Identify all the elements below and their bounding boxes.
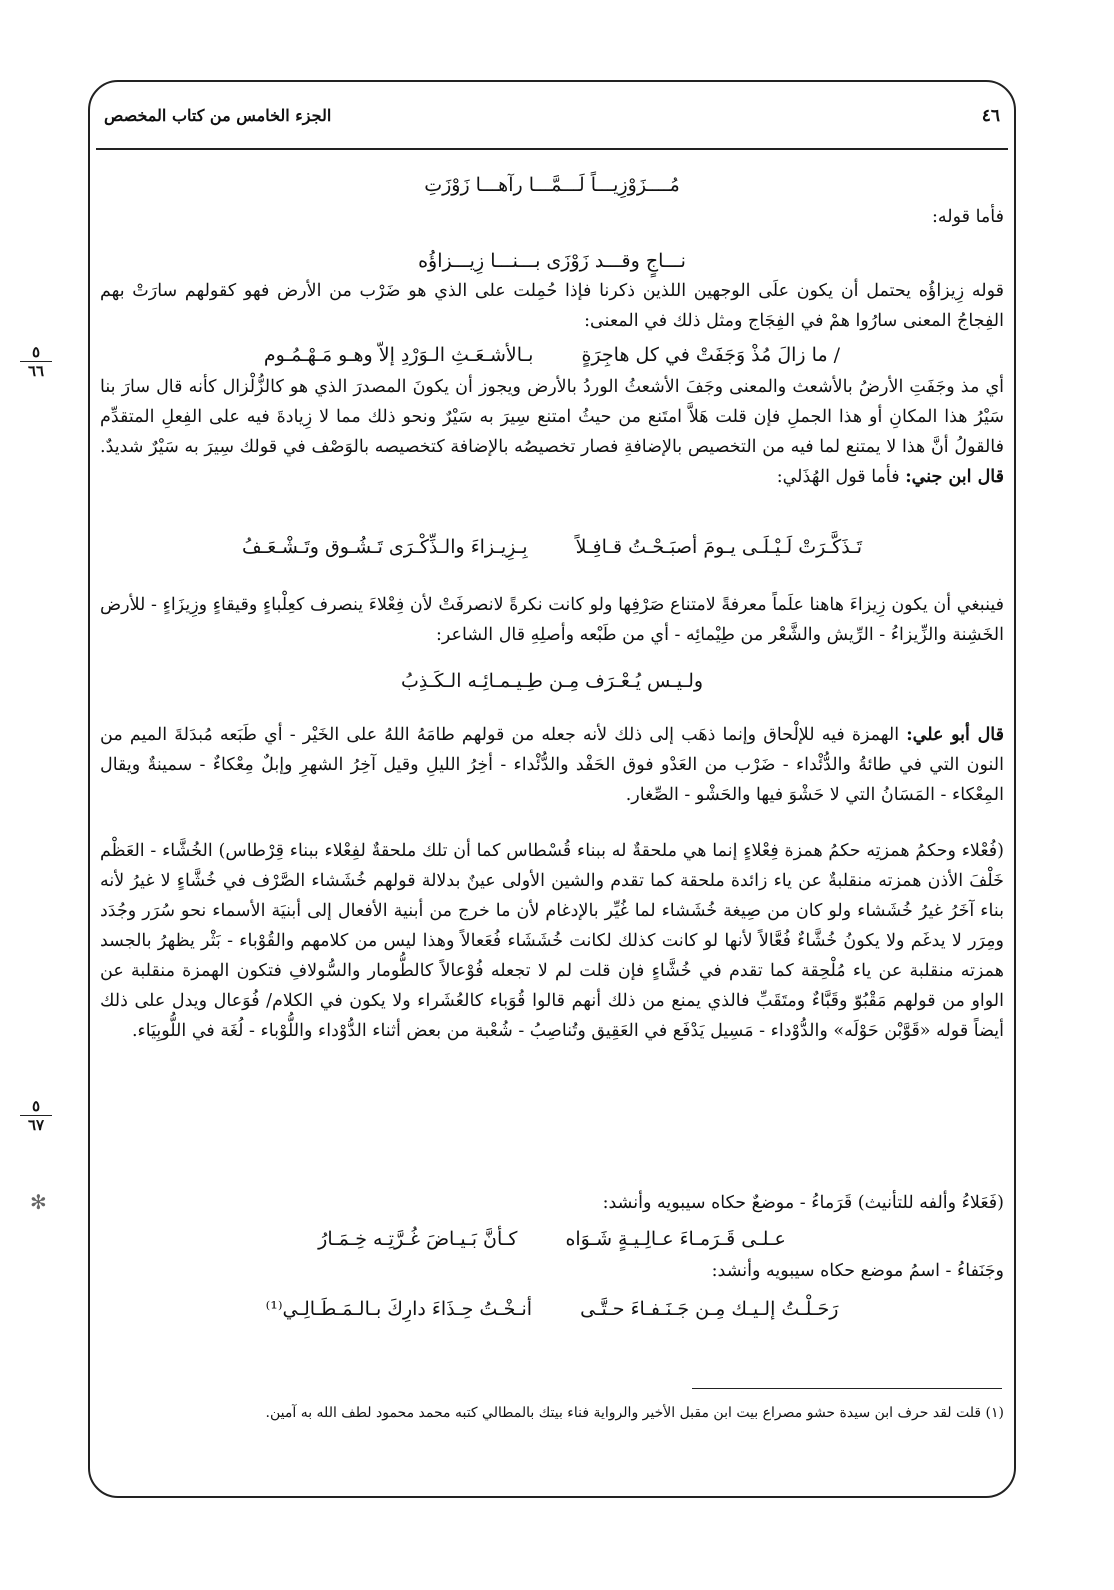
verse-4-hemistich-2: بِـزِيـزاءَ والـذِّكْـرَى تَـشُـوق وتَـشْـعَـفُ bbox=[241, 536, 528, 558]
verse-7-hemistich-2: أنـخْـتُ حِـذَاءَ دارِكَ بـالـمَـطَـالِـي⁽¹⁾ bbox=[265, 1298, 533, 1320]
verse-4-hemistich-1: تَـذَكَّـرَتْ لَـيْـلَـى يـومَ أصبَـحْـتُ قـافِـلاً bbox=[575, 536, 863, 558]
verse-6-hemistich-1: عـلـى قَـرَمـاءَ عـالِـيـةٍ شَـوَاه bbox=[565, 1228, 786, 1250]
paragraph-7: (فَعَلاءُ وألفه للتأنيث) قَرَماءُ - موضعٌ حكاه سيبويه وأنشد: bbox=[602, 1193, 1004, 1213]
footnote-rule bbox=[692, 1388, 1002, 1389]
header-rule bbox=[96, 148, 1008, 150]
verse-6 bbox=[100, 1224, 1004, 1254]
verse-3-hemistich-2: بـالأشـعَـثِ الـوَرْدِ إلاّ وهـو مَـهْـمُـوم bbox=[263, 344, 534, 366]
footnote-text: قلت لقد حرف ابن سيدة حشو مصراع بيت ابن مقبل الأخير والرواية فناء بيتك بالمطالي كتبه محمد محمود لطف الله به آمين. bbox=[265, 1405, 982, 1421]
margin-ref-66-top: ٥ bbox=[31, 343, 41, 361]
paragraph-6: (فُعْلاء وحكمُ همزتِه حكمُ همزة فِعْلاءٍ إنما هي ملحقةٌ له ببناء قُسْطاس كما أن تلك ملحقةٌ لفِعْلاء ببناء قِرْطاس) الخُشَّاء - العَظْم خَلْفَ الأذن همزته منقلبةٌ عن ياء زائدة ملحقة كما تقدم والشين الأولى عينٌ بدلالة قولهم خُشَشاء الصَّرْف في خُشَّاءٍ لا غيرُ لأنه بناء آخَرُ غيرُ خُشَشاء ولو كان من صِيغة خُشَشاء لما غُيِّر بالإدغام لأن ما خرج من أبنية الأفعال إلى أبنيَة الأسماء نحو سُرَر وجُدَد ومِرَر لا يدغَم ولا يكونُ خُشَّاءٌ فُعَّالاً لأنها لو كانت كذلك لكانت خُشَشَاء فُعَعالاً وهذا ليس من كلامهم والقُوْباء - بَثْر يظهرُ بالجسد همزته منقلبة عن ياء مُلْحِقة كما تقدم في خُشَّاءٍ فإن قلت لم لا تجعله فُوْعالاً كالطُّومار والسُّولافِ فتكون الهمزة منقلبة عن الواو من قولهم مَقْبُوّ وقَبَّاءٌ ومتَقَبِّ فالذي يمنع من ذلك أنهم قالوا قُوَباء كالعُشَراء ولا يكون في الكلام/ فُوَعال ويدل على ذلك أيضاً قوله «قَوَّبْن حَوْلَه» والدُّوْداء - مَسِيل يَدْفَع في العَقِيق وتُناصِبُ - شُعْبة من بعض أثناء الدُّوْداء واللُّوْباء - لُغَة في اللُّوبِيَاء. bbox=[100, 841, 1004, 1041]
margin-star-mark: ✻ bbox=[30, 1190, 47, 1214]
margin-ref-67-bottom: ٦٧ bbox=[27, 1116, 45, 1134]
verse-6-hemistich-2: كـأنَّ بَـيـاضَ غُـرَّتِـه خِـمَـارُ bbox=[318, 1228, 518, 1250]
running-title: الجزء الخامس من كتاب المخصص bbox=[104, 106, 332, 125]
paragraph-3-a: أي مذ وجَفَتِ الأرضُ بالأشعث والمعنى وجَفَ الأشعثُ الوردُ بالأرض ويجوز أن يكونَ المصدرَ الذي هو كالزُّلْزال كأنه قال سارَ بنا سَيْرُ هذا المكانِ أو هذا الجملِ فإن قلت هَلاَّ امتَنع من حيثُ امتنع سِيرَ به سَيْرٌ ونحو ذلك مما لا زِيادةَ فيه على الفِعلِ المتقدِّم فالقولُ أنَّ هذا لا يمتنع لما فيه من التخصيص بالإضافةِ فصار تخصيصُه بالإضافة كتخصيصه بالوَصْف في قولك سِيرَ به سَيْرٌ شديدٌ. bbox=[100, 377, 1004, 457]
verse-7-hemistich-1: رَحَـلْـتُ إلـيـك مِـن جَـنَـفـاءَ حـتَّـى bbox=[580, 1298, 839, 1320]
page-number: ٤٦ bbox=[981, 106, 1000, 126]
paragraph-5 bbox=[100, 720, 1004, 810]
margin-ref-66 bbox=[16, 344, 56, 379]
paragraph-2: قوله زِيزاؤُه يحتمل أن يكون علَى الوجهين اللذين ذكرنا فإذا حُمِلت على الذي هو ضَرْب من الأرض فهو كقولهم سارَتْ بهم الفِجاجُ المعنى سارُوا همْ في الفِجَاج ومثل ذلك في المعنى: bbox=[100, 281, 1004, 331]
footnote bbox=[100, 1402, 1004, 1424]
verse-2: نـــاجٍ وقـــد زَوْزَى بـــنـــا زِيـــزاؤُه bbox=[418, 250, 686, 272]
verse-1: مُــــزَوْزِيـــاً لَـــمَّـــا رآهـــا زَوْزَتِ bbox=[424, 174, 680, 196]
verse-5: ولـيـس يُـعْـرَف مِـن طِـيـمـائِـه الـكَـذِبُ bbox=[400, 670, 704, 692]
margin-ref-67-top: ٥ bbox=[31, 1097, 41, 1115]
paragraph-5-label: قال أبو علي: bbox=[906, 725, 1004, 745]
paragraph-3-label: قال ابن جني: bbox=[905, 467, 1004, 487]
paragraph-3-b: فأما قول الهُذَلي: bbox=[776, 467, 900, 487]
paragraph-5-text: الهمزة فيه للإلْحاق وإنما ذهَب إلى ذلك لأنه جعله من قولهم طامَهُ اللهُ على الخَيْر - أي طَبَعه مُبدَلةَ الميم من النون التي في طائةُ والدُّئْداء - ضَرْب من العَدْو فوق الحَفْد والدُّئْداء - أخِرُ الليلِ وقيل آخِرُ الشهرِ وإبلٌ مِعْكاءٌ - سمينةٌ ويقال المِعْكاء - المَسَانُ التي لا حَشْوَ فيها والحَشْو - الصِّغار. bbox=[100, 725, 1004, 805]
verse-4 bbox=[100, 532, 1004, 562]
verse-3-hemistich-1: / ما زالَ مُذْ وَجَفَتْ في كل هاجِرَةٍ bbox=[581, 344, 841, 366]
paragraph-1: فأما قوله: bbox=[932, 207, 1004, 227]
margin-ref-67 bbox=[16, 1098, 56, 1133]
paragraph-8: وجَنَفاءُ - اسمُ موضع حكاه سيبويه وأنشد: bbox=[711, 1261, 1004, 1281]
verse-7 bbox=[100, 1294, 1004, 1324]
margin-ref-66-bottom: ٦٦ bbox=[27, 362, 45, 380]
paragraph-3 bbox=[100, 372, 1004, 492]
page-header bbox=[100, 100, 1004, 140]
verse-3 bbox=[100, 340, 1004, 370]
paragraph-4: فينبغي أن يكون زِيزاءَ هاهنا علَماً معرفةً لامتناع صَرْفِها ولو كانت نكرةً لانصرفَتْ لأن فِعْلاءَ ينصرف كعِلْباءٍ وقيقاءٍ وزِيزَاءٍ - للأرض الخَشِنة والزِّيزاءُ - الرِّيش والشَّعْر من طِيْمائِه - أي من طَبْعه وأصلِهِ قال الشاعر: bbox=[100, 595, 1004, 645]
footnote-marker: (١) bbox=[985, 1405, 1004, 1421]
